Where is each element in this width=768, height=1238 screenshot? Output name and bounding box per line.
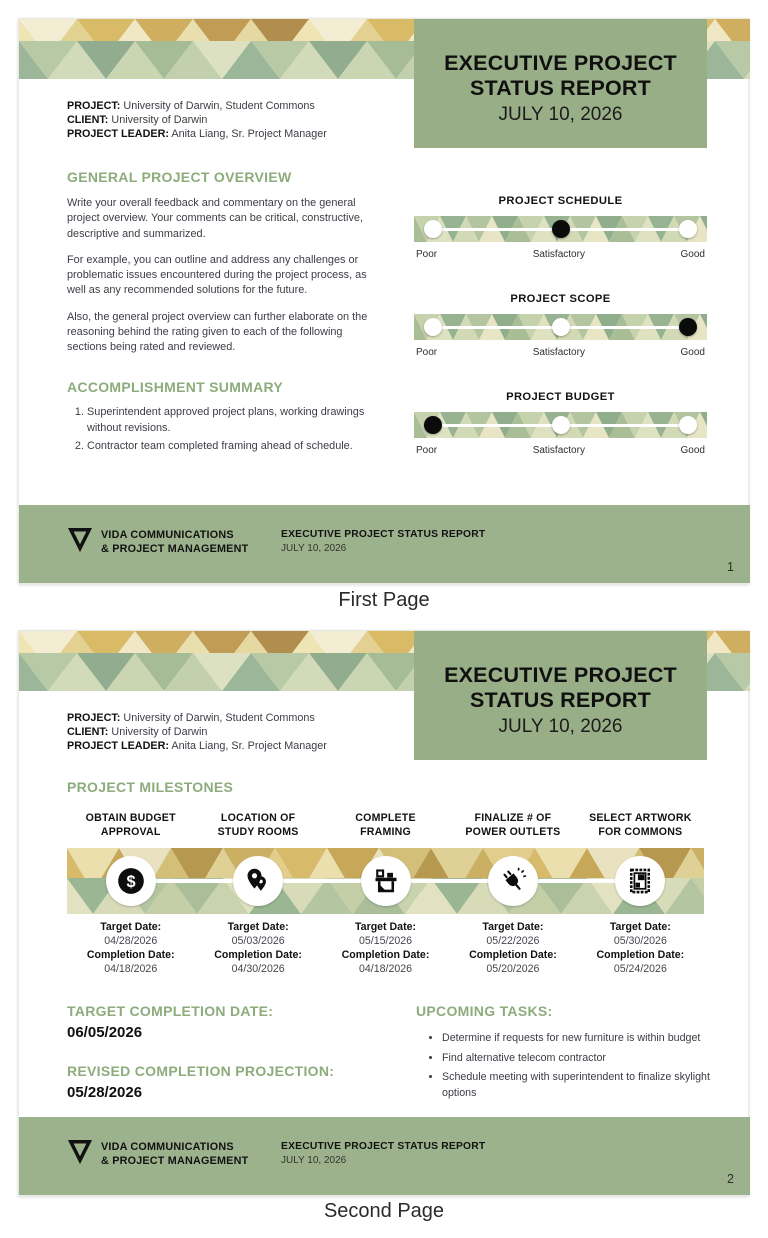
milestone-titles-row [67, 812, 704, 840]
rating-dot-good [679, 416, 697, 434]
task-item: • Schedule meeting with superintendent to finalize skylight options [442, 1070, 721, 1101]
framing-icon [372, 867, 400, 895]
client-line: CLIENT: University of Darwin [67, 726, 208, 739]
overview-heading: GENERAL PROJECT OVERVIEW [67, 169, 292, 185]
rating-title: PROJECT SCOPE [510, 293, 611, 305]
overview-paragraph: Also, the general project overview can further elaborate on the reasoning behind the rating given to each of the following sections being rated and reviewed. [67, 310, 368, 354]
leader-line: PROJECT LEADER: Anita Liang, Sr. Project Manager [67, 128, 327, 141]
upcoming-tasks-column [416, 1003, 721, 1105]
milestone-dates: Target Date: 04/28/2026 Completion Date: 04/18/2026 [86, 921, 175, 975]
report-title: EXECUTIVE PROJECT STATUS REPORT [444, 51, 677, 100]
milestone-node [488, 856, 538, 906]
map-pins-icon [244, 867, 272, 895]
power-plug-icon [499, 867, 527, 895]
rating-dot-good [679, 220, 697, 238]
rating-dot-poor [424, 220, 442, 238]
ratings-column [414, 195, 707, 489]
revised-completion-date: 05/28/2026 [67, 1084, 143, 1101]
rating-dot-poor [424, 318, 442, 336]
leader-line: PROJECT LEADER: Anita Liang, Sr. Project Manager [67, 740, 327, 753]
report-title: EXECUTIVE PROJECT STATUS REPORT [444, 663, 677, 712]
rating-bar [414, 314, 707, 340]
accomplishment-heading: ACCOMPLISHMENT SUMMARY [67, 379, 284, 396]
vida-triangle-logo-icon [67, 1138, 93, 1164]
svg-text:$: $ [126, 872, 136, 891]
company-name: VIDA COMMUNICATIONS & PROJECT MANAGEMENT [101, 1141, 249, 1168]
report-date: JULY 10, 2026 [498, 103, 623, 125]
vida-triangle-logo-icon [67, 526, 93, 552]
page-number: 1 [727, 560, 734, 574]
dollar-icon [117, 867, 145, 895]
rating-dot-good [679, 318, 697, 336]
rating-dot-satisfactory [552, 318, 570, 336]
rating-scale-labels: Poor Satisfactory Good [416, 445, 705, 456]
milestone-node [106, 856, 156, 906]
page-number: 2 [727, 1172, 734, 1186]
rating-dot-satisfactory [552, 220, 570, 238]
milestone-title: OBTAIN BUDGET APPROVAL [85, 812, 176, 838]
rating-scale-labels: Poor Satisfactory Good [416, 249, 705, 260]
milestone-node [233, 856, 283, 906]
upcoming-tasks-list [416, 1031, 721, 1101]
page-footer [19, 505, 750, 583]
report-date: JULY 10, 2026 [498, 715, 623, 737]
revised-completion-heading: REVISED COMPLETION PROJECTION: [67, 1063, 335, 1079]
overview-paragraph: For example, you can outline and address any challenges or problematic issues encountered during the project process, as well as any recommended solutions for the future. [67, 253, 367, 297]
overview-paragraph: Write your overall feedback and commentary on the general project overview. Your comments can be critical, constructive, descriptive and summarized. [67, 197, 363, 240]
rating-scale-labels: Poor Satisfactory Good [416, 347, 705, 358]
client-line: CLIENT: University of Darwin [67, 114, 208, 127]
upcoming-tasks-heading: UPCOMING TASKS: [416, 1003, 553, 1019]
rating-title: PROJECT SCHEDULE [498, 195, 623, 207]
milestone-node [615, 856, 665, 906]
project-line: PROJECT: University of Darwin, Student Commons [67, 712, 315, 724]
accomplishment-item: 2. Contractor team completed framing ahead of schedule. [87, 439, 385, 454]
footer-report-info [281, 1141, 485, 1166]
accomplishment-item: 1. Superintendent approved project plans, working drawings without revisions. [87, 405, 385, 436]
completion-dates-column [67, 1003, 397, 1101]
rating-bar [414, 412, 707, 438]
rating-title: PROJECT BUDGET [506, 391, 615, 403]
milestone-node [361, 856, 411, 906]
rating-dot-poor [424, 416, 442, 434]
report-title-box [414, 631, 707, 760]
second-page-caption: Second Page [323, 1200, 445, 1222]
milestone-dates: Target Date: 05/03/2026 Completion Date: 04/30/2026 [214, 921, 302, 975]
milestone-title: COMPLETE FRAMING [355, 812, 416, 838]
company-name: VIDA COMMUNICATIONS & PROJECT MANAGEMENT [101, 529, 249, 556]
project-line: PROJECT: University of Darwin, Student Commons [67, 100, 315, 112]
milestones-heading: PROJECT MILESTONES [67, 779, 234, 795]
task-item: • Determine if requests for new furniture is within budget [442, 1031, 721, 1047]
footer-report-title: EXECUTIVE PROJECT STATUS REPORT [281, 529, 486, 540]
project-info [67, 99, 327, 141]
rating-slider [414, 195, 707, 260]
project-info [67, 711, 327, 753]
target-completion-heading: TARGET COMPLETION DATE: [67, 1003, 274, 1019]
task-item: • Find alternative telecom contractor [442, 1051, 721, 1067]
milestone-dates: Target Date: 05/30/2026 Completion Date: 05/24/2026 [596, 921, 685, 975]
footer-report-title: EXECUTIVE PROJECT STATUS REPORT [281, 1141, 486, 1152]
milestone-dates-row [67, 921, 704, 977]
milestone-dates: Target Date: 05/15/2026 Completion Date: 04/18/2026 [341, 921, 430, 975]
footer-report-date: JULY 10, 2026 [281, 543, 347, 554]
first-page-caption: First Page [338, 589, 430, 611]
accomplishment-list [67, 405, 385, 454]
milestone-title: SELECT ARTWORK FOR COMMONS [589, 812, 692, 838]
overview-column [67, 169, 385, 457]
page-footer [19, 1117, 750, 1195]
artwork-frame-icon [626, 867, 654, 895]
rating-bar [414, 216, 707, 242]
milestone-title: FINALIZE # OF POWER OUTLETS [465, 812, 561, 838]
rating-slider [414, 391, 707, 456]
report-title-box [414, 19, 707, 148]
rating-dot-satisfactory [552, 416, 570, 434]
report-page-1 [18, 18, 749, 584]
milestone-title: LOCATION OF STUDY ROOMS [217, 812, 299, 838]
footer-report-date: JULY 10, 2026 [281, 1155, 347, 1166]
report-page-2 [18, 630, 749, 1196]
footer-report-info [281, 529, 485, 554]
milestone-dates: Target Date: 05/22/2026 Completion Date: 05/20/2026 [469, 921, 557, 975]
rating-slider [414, 293, 707, 358]
milestone-timeline-band [67, 848, 704, 914]
target-completion-date: 06/05/2026 [67, 1024, 143, 1041]
